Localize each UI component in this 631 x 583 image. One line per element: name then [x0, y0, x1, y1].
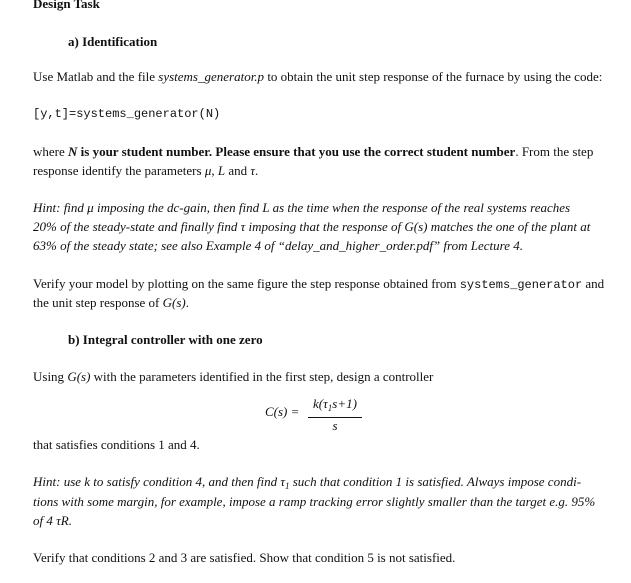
hint-b-line-1: Hint: use k to satisfy condition 4, and then find $\tau_1$ such that condition 1 is satisfied. Always impose condi- [33, 474, 582, 491]
hint-b-line-2: tions with some margin, for example, impose a ramp tracking error slightly smaller than the target e.g. 95% [33, 494, 596, 509]
design-task-heading: Design Task [33, 0, 100, 11]
params-line: response identify the parameters μ, L and τ. [33, 163, 259, 178]
hint-a-line-2: 20% of the steady-state and finally find τ imposing that the response of G(s) matches the one of the plant at [33, 219, 591, 234]
hint-b-line-3: of 4 τR. [33, 513, 72, 528]
satisfies-line: that satisfies conditions 1 and 4. [33, 437, 200, 452]
where-line: where N is your student number. Please ensure that you use the correct student number. From the step [33, 144, 594, 159]
formula-fraction [308, 396, 362, 433]
final-line: Verify that conditions 2 and 3 are satisfied. Show that condition 5 is not satisfied. [33, 550, 456, 565]
hint-a-line-3: 63% of the steady state; see also Example 4 of “delay_and_higher_order.pdf” from Lecture 4. [33, 238, 523, 253]
controller-formula [0, 396, 631, 433]
formula-numerator: $k(\tau_1s+1)$ [313, 396, 357, 413]
formula-lhs: C(s) = [265, 404, 300, 419]
section-a-title: a) Identification [68, 34, 158, 49]
verify-line-2: the unit step response of G(s). [33, 295, 189, 310]
section-b-title: b) Integral controller with one zero [68, 332, 263, 347]
verify-line-1: Verify your model by plotting on the same figure the step response obtained from systems_generator and [33, 276, 605, 292]
intro-paragraph: Use Matlab and the file systems_generator.p to obtain the unit step response of the furnace by using the code: [33, 69, 603, 84]
using-line: Using G(s) with the parameters identified in the first step, design a controller [33, 369, 434, 384]
file-name: systems_generator.p [158, 69, 265, 84]
hint-a-line-1: Hint: find μ imposing the dc-gain, then find L as the time when the response of the real systems reaches [33, 200, 571, 215]
code-line: [y,t]=systems_generator(N) [33, 107, 221, 121]
formula-denominator: s [332, 418, 338, 433]
